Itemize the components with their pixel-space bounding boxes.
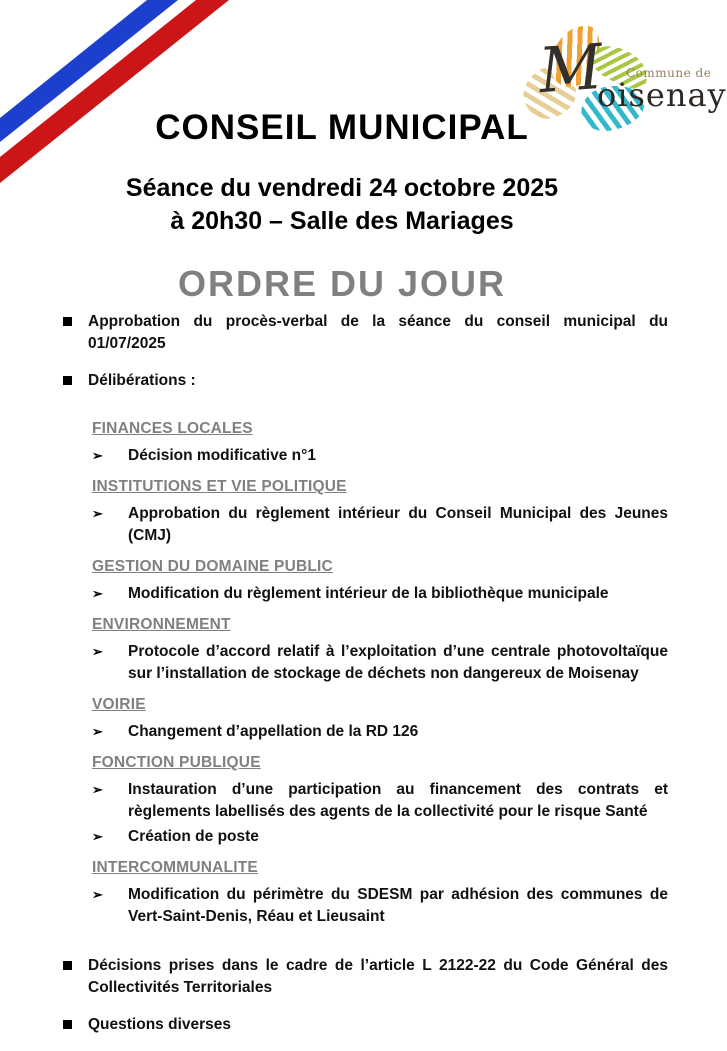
logo-commune-de: Commune de — [626, 66, 712, 80]
square-bullet-icon — [63, 376, 72, 385]
section-heading: FINANCES LOCALES — [92, 420, 253, 437]
arrow-bullet-icon: ➢ — [92, 506, 103, 521]
arrow-bullet-icon: ➢ — [92, 724, 103, 739]
agenda-item-level2 — [92, 721, 668, 743]
arrow-bullet-icon: ➢ — [92, 448, 103, 463]
agenda-item-level2 — [92, 583, 668, 605]
agenda-item-level2 — [92, 503, 668, 547]
agenda-item-text: Décisions prises dans le cadre de l’article L 2122-22 du Code Général des Collectivités Territoriales — [88, 957, 668, 996]
section-heading: ENVIRONNEMENT — [92, 616, 231, 633]
square-bullet-icon — [63, 1020, 72, 1029]
section-heading: FONCTION PUBLIQUE — [92, 754, 261, 771]
agenda-item-level2 — [92, 445, 668, 467]
agenda-item-level1 — [63, 1014, 668, 1036]
agenda-item-text: Questions diverses — [88, 1016, 232, 1033]
agenda-item-text: Protocole d’accord relatif à l’exploitation d’une centrale photovoltaïque sur l’installation de stockage de déchets non dangereux de Moisenay — [128, 643, 668, 682]
logo-monogram: M — [536, 29, 605, 108]
arrow-bullet-icon: ➢ — [92, 887, 103, 902]
agenda-item-text: Création de poste — [128, 828, 259, 845]
arrow-bullet-icon: ➢ — [92, 586, 103, 601]
section-heading: GESTION DU DOMAINE PUBLIC — [92, 558, 333, 575]
agenda-item-text: Instauration d’une participation au financement des contrats et règlements labellisés des agents de la collectivité pour le risque Santé — [128, 781, 668, 820]
agenda-top-items — [63, 311, 668, 392]
agenda-body — [63, 311, 668, 1051]
agenda-item-level1 — [63, 955, 668, 999]
session-info — [0, 172, 684, 237]
agenda-item-text: Délibérations : — [88, 372, 196, 389]
agenda-item-text: Approbation du règlement intérieur du Conseil Municipal des Jeunes (CMJ) — [128, 505, 668, 544]
logo-commune-name: oisenay — [597, 76, 727, 114]
arrow-bullet-icon: ➢ — [92, 829, 103, 844]
agenda-sections — [92, 418, 668, 928]
session-line1: Séance du vendredi 24 octobre 2025 — [125, 174, 559, 202]
page-title: CONSEIL MUNICIPAL — [155, 108, 529, 147]
arrow-bullet-icon: ➢ — [92, 782, 103, 797]
session-line2: à 20h30 – Salle des Mariages — [170, 206, 514, 235]
agenda-item-text: Modification du périmètre du SDESM par adhésion des communes de Vert-Saint-Denis, Réau et Lieusaint — [128, 886, 668, 925]
document-header — [0, 108, 684, 305]
arrow-bullet-icon: ➢ — [92, 644, 103, 659]
agenda-item-level2 — [92, 641, 668, 685]
agenda-item-text: Décision modificative n°1 — [128, 447, 316, 464]
agenda-item-level2 — [92, 884, 668, 928]
agenda-item-text: Changement d’appellation de la RD 126 — [128, 723, 419, 740]
agenda-title: ORDRE DU JOUR — [177, 263, 507, 304]
section-heading: VOIRIE — [92, 696, 146, 713]
agenda-bottom-items — [63, 955, 668, 1036]
agenda-item-level1 — [63, 311, 668, 355]
agenda-item-text: Modification du règlement intérieur de la bibliothèque municipale — [128, 585, 609, 602]
square-bullet-icon — [63, 961, 72, 970]
section-heading: INSTITUTIONS ET VIE POLITIQUE — [92, 478, 347, 495]
agenda-item-level1 — [63, 370, 668, 392]
agenda-item-level2 — [92, 826, 668, 848]
square-bullet-icon — [63, 317, 72, 326]
agenda-item-text: Approbation du procès-verbal de la séance du conseil municipal du 01/07/2025 — [88, 313, 668, 352]
section-heading: INTERCOMMUNALITE — [92, 859, 258, 876]
agenda-item-level2 — [92, 779, 668, 823]
